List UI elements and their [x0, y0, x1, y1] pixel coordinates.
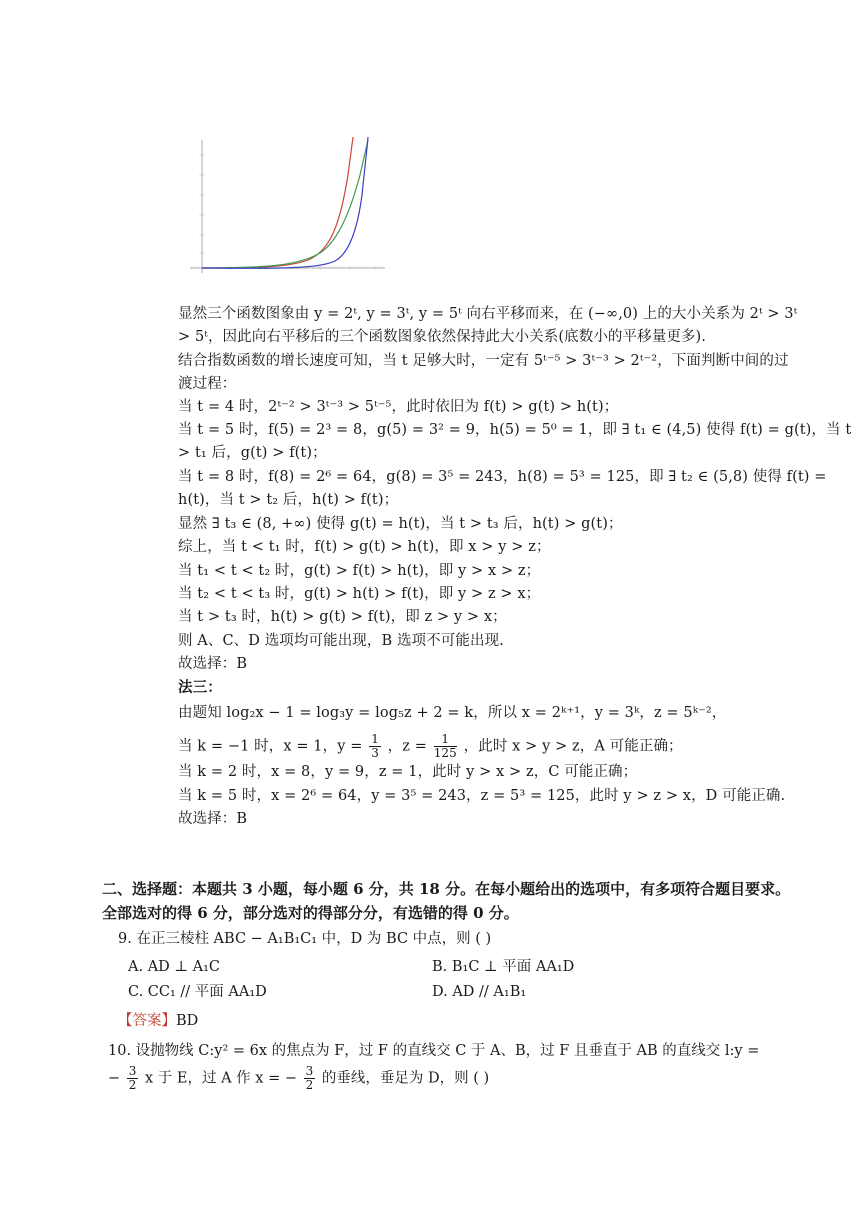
question-10-line1: 10. 设抛物线 C:y² = 6x 的焦点为 F，过 F 的直线交 C 于 A、B，过 F 且垂直于 AB 的直线交 l:y =: [108, 1043, 760, 1059]
text-line-18: 由题知 log₂x − 1 = log₃y = log₅z + 2 = k，所以 x = 2ᵏ⁺¹，y = 3ᵏ，z = 5ᵏ⁻²，: [178, 705, 727, 721]
curve-g-green: [202, 140, 368, 268]
q10-middle: x 于 E，过 A 作 x = −: [145, 1070, 297, 1087]
text-line-13: 当 t₂ < t < t₃ 时，g(t) > h(t) > f(t)，即 y > z > x；: [178, 586, 541, 602]
text-line-14: 当 t > t₃ 时，h(t) > g(t) > f(t)，即 z > y > x；: [178, 609, 507, 625]
text-line-15: 则 A、C、D 选项均可能出现，B 选项不可能出现.: [178, 633, 504, 649]
q10-minus: −: [108, 1070, 121, 1087]
answer-tag: 【答案】: [118, 1013, 176, 1029]
section-two-heading-line1: 二、选择题：本题共 3 小题，每小题 6 分，共 18 分。在每小题给出的选项中，有多项符合题目要求。: [102, 880, 791, 898]
question-9-option-a: A. AD ⊥ A₁C: [128, 959, 221, 975]
fraction-denominator: 125: [433, 746, 457, 760]
question-9-answer: [118, 1009, 198, 1030]
text-line-8: 当 t = 8 时，f(8) = 2⁶ = 64，g(8) = 3⁵ = 243，h(8) = 5³ = 125，即 ∃ t₂ ∈ (5,8) 使得 f(t) =: [178, 469, 827, 485]
text-line-7: > t₁ 后，g(t) > f(t)；: [178, 445, 327, 461]
question-9-option-b: B. B₁C ⊥ 平面 AA₁D: [432, 959, 575, 975]
text-line-11: 综上，当 t < t₁ 时，f(t) > g(t) > h(t)，即 x > y > z；: [178, 539, 551, 555]
text-line-10: 显然 ∃ t₃ ∈ (8, +∞) 使得 g(t) = h(t)，当 t > t₃ 后，h(t) > g(t)；: [178, 516, 623, 532]
text-line-20: 当 k = 2 时，x = 8，y = 9，z = 1，此时 y > x > z，C 可能正确；: [178, 764, 638, 780]
text-line-22: 故选择：B: [178, 811, 248, 827]
question-9-stem: 9. 在正三棱柱 ABC − A₁B₁C₁ 中，D 为 BC 中点，则 ( ): [118, 931, 492, 947]
fraction-one-third: [369, 733, 381, 760]
fraction-denominator: 2: [305, 1078, 314, 1092]
fraction-three-halves: [127, 1065, 139, 1092]
q10-end: 的垂线，垂足为 D，则 ( ): [321, 1070, 490, 1087]
fraction-numerator: 1: [434, 733, 457, 747]
section-two-heading-line2: 全部选对的得 6 分，部分选对的得部分分，有选错的得 0 分。: [102, 904, 519, 922]
text-line-5: 当 t = 4 时，2ᵗ⁻² > 3ᵗ⁻³ > 5ᵗ⁻⁵，此时依旧为 f(t) > g(t) > h(t)；: [178, 399, 619, 415]
text-line-19: [178, 733, 683, 760]
text-line-4: 渡过程：: [178, 376, 237, 392]
function-graph: [190, 135, 390, 280]
text-line-16: 故选择：B: [178, 656, 248, 672]
fraction-denominator: 2: [128, 1078, 137, 1092]
text-line-9: h(t)，当 t > t₂ 后，h(t) > f(t)；: [178, 492, 399, 508]
fraction-denominator: 3: [371, 746, 379, 760]
method-three-heading: 法三：: [178, 679, 222, 696]
graph-grid: [190, 145, 385, 267]
text-line-1: 显然三个函数图象由 y = 2ᵗ, y = 3ᵗ, y = 5ᵗ 向右平移而来，在 (−∞,0) 上的大小关系为 2ᵗ > 3ᵗ: [178, 306, 798, 322]
text-line-6: 当 t = 5 时，f(5) = 2³ = 8，g(5) = 3² = 9，h(5) = 5⁰ = 1，即 ∃ t₁ ∈ (4,5) 使得 f(t) = g(t)，当 t: [178, 422, 852, 438]
line19-part-b: ，z =: [387, 738, 427, 755]
question-9-option-d: D. AD // A₁B₁: [432, 984, 527, 1000]
fraction-numerator: 1: [371, 732, 379, 746]
answer-value: BD: [176, 1013, 199, 1029]
question-9-option-c: C. CC₁ // 平面 AA₁D: [128, 984, 267, 1000]
line19-part-a: 当 k = −1 时，x = 1，y =: [178, 738, 363, 755]
question-10-line2: [108, 1065, 489, 1092]
line19-part-c: ，此时 x > y > z，A 可能正确；: [463, 738, 683, 755]
fraction-numerator: 3: [305, 1064, 314, 1078]
text-line-3: 结合指数函数的增长速度可知，当 t 足够大时，一定有 5ᵗ⁻⁵ > 3ᵗ⁻³ > 2ᵗ⁻²，下面判断中间的过: [178, 353, 789, 369]
text-line-21: 当 k = 5 时，x = 2⁶ = 64，y = 3⁵ = 243，z = 5³ = 125，此时 y > z > x，D 可能正确.: [178, 788, 786, 804]
fraction-three-halves: [304, 1065, 316, 1092]
text-line-2: > 5ᵗ，因此向右平移后的三个函数图象依然保持此大小关系(底数小的平移量更多).: [178, 329, 706, 345]
fraction-numerator: 3: [128, 1064, 137, 1078]
text-line-12: 当 t₁ < t < t₂ 时，g(t) > f(t) > h(t)，即 y > x > z；: [178, 563, 541, 579]
fraction-one-125th: [434, 733, 457, 760]
curve-f-red: [202, 137, 353, 268]
